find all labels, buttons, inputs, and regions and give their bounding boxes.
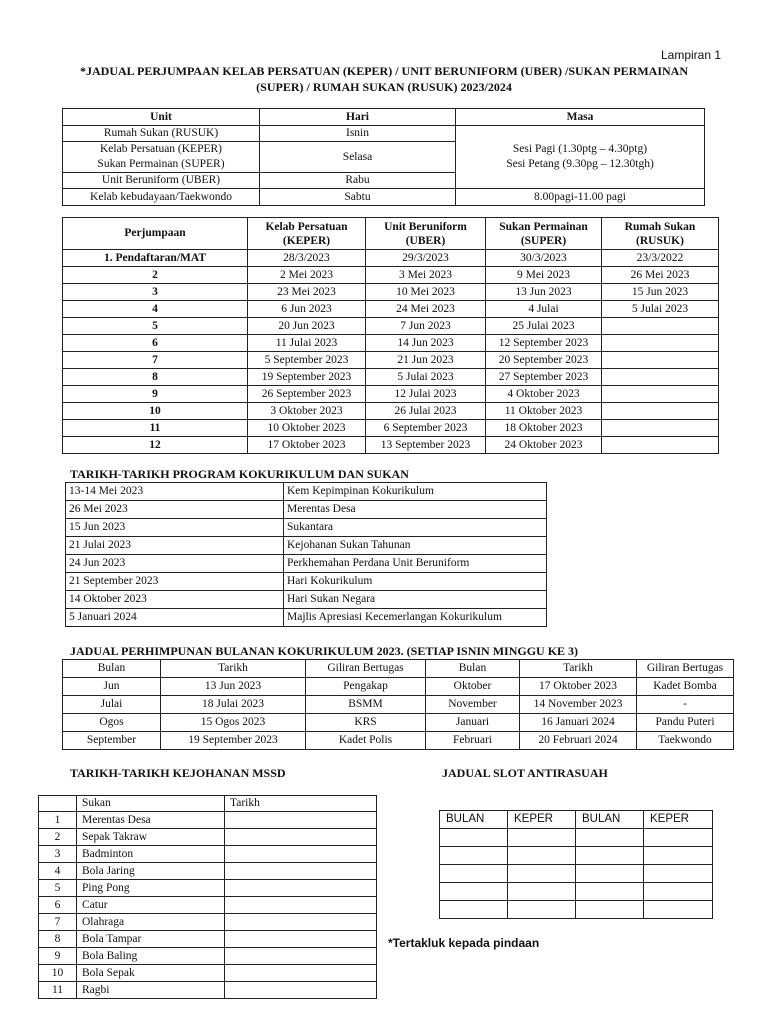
perjumpaan-cell: 5 xyxy=(63,318,248,335)
uber-cell: 14 Jun 2023 xyxy=(366,335,486,352)
program-event: Kem Kepimpinan Kokurikulum xyxy=(284,483,547,501)
super-cell: 11 Oktober 2023 xyxy=(486,403,602,420)
perhimpunan-cell: - xyxy=(637,696,734,714)
perhimpunan-header: Tarikh xyxy=(520,660,637,678)
mssd-date xyxy=(225,863,377,880)
keper-cell: 23 Mei 2023 xyxy=(248,284,366,301)
mssd-date xyxy=(225,948,377,965)
keper-cell: 3 Oktober 2023 xyxy=(248,403,366,420)
uber-cell: 10 Mei 2023 xyxy=(366,284,486,301)
keper-cell: 10 Oktober 2023 xyxy=(248,420,366,437)
keper-cell: 2 Mei 2023 xyxy=(248,267,366,284)
antirasuah-cell xyxy=(644,883,713,901)
unit-header: Unit xyxy=(63,109,260,126)
mssd-sport: Bola Jaring xyxy=(77,863,225,880)
perhimpunan-heading: JADUAL PERHIMPUNAN BULANAN KOKURIKULUM 2023. (SETIAP ISNIN MINGGU KE 3) xyxy=(70,644,579,658)
perjumpaan-table xyxy=(62,217,719,454)
table-row xyxy=(66,555,547,573)
perjumpaan-cell: 12 xyxy=(63,437,248,454)
super-cell: 27 September 2023 xyxy=(486,369,602,386)
super-cell: 12 September 2023 xyxy=(486,335,602,352)
lampiran-label: Lampiran 1 xyxy=(661,48,722,62)
perhimpunan-cell: Oktober xyxy=(426,678,520,696)
table-row xyxy=(39,812,377,829)
rusuk-cell xyxy=(602,369,719,386)
program-date: 21 September 2023 xyxy=(66,573,284,591)
perjumpaan-cell: 9 xyxy=(63,386,248,403)
table-row xyxy=(63,267,719,284)
program-event: Sukantara xyxy=(284,519,547,537)
perhimpunan-cell: Pandu Puteri xyxy=(637,714,734,732)
perhimpunan-cell: Kadet Bomba xyxy=(637,678,734,696)
mssd-number: 10 xyxy=(39,965,77,982)
perhimpunan-cell: 16 Januari 2024 xyxy=(520,714,637,732)
program-date: 15 Jun 2023 xyxy=(66,519,284,537)
unit-schedule-table xyxy=(62,108,705,206)
rusuk-cell: 5 Julai 2023 xyxy=(602,301,719,318)
hari-header: Hari xyxy=(260,109,456,126)
antirasuah-table xyxy=(439,810,713,919)
super-cell: 30/3/2023 xyxy=(486,250,602,267)
table-row xyxy=(63,714,734,732)
super-cell: 4 Oktober 2023 xyxy=(486,386,602,403)
antirasuah-cell xyxy=(644,901,713,919)
antirasuah-cell xyxy=(440,901,508,919)
antirasuah-cell xyxy=(440,883,508,901)
mssd-header: Tarikh xyxy=(225,796,377,812)
antirasuah-cell xyxy=(508,847,576,865)
antirasuah-header: BULAN xyxy=(576,811,644,829)
super-header xyxy=(486,218,602,250)
header-line: Rumah Sukan xyxy=(624,220,696,233)
masa-sesi-cell xyxy=(456,126,705,189)
antirasuah-cell xyxy=(576,829,644,847)
table-row xyxy=(63,696,734,714)
perhimpunan-cell: Februari xyxy=(426,732,520,750)
uber-cell: 26 Julai 2023 xyxy=(366,403,486,420)
mssd-number: 6 xyxy=(39,897,77,914)
program-event: Perkhemahan Perdana Unit Beruniform xyxy=(284,555,547,573)
header-line: (KEPER) xyxy=(282,234,331,247)
mssd-sport: Badminton xyxy=(77,846,225,863)
perhimpunan-cell: Pengakap xyxy=(306,678,426,696)
mssd-sport: Merentas Desa xyxy=(77,812,225,829)
table-row xyxy=(66,609,547,627)
uber-cell: 21 Jun 2023 xyxy=(366,352,486,369)
program-table xyxy=(65,482,547,627)
perjumpaan-cell: 11 xyxy=(63,420,248,437)
mssd-date xyxy=(225,914,377,931)
mssd-sport: Bola Sepak xyxy=(77,965,225,982)
mssd-header xyxy=(39,796,77,812)
mssd-number: 11 xyxy=(39,982,77,999)
antirasuah-header: KEPER xyxy=(644,811,713,829)
super-cell: 24 Oktober 2023 xyxy=(486,437,602,454)
uber-cell: 7 Jun 2023 xyxy=(366,318,486,335)
header-row xyxy=(440,811,713,829)
table-row xyxy=(39,982,377,999)
mssd-date xyxy=(225,897,377,914)
table-row xyxy=(66,591,547,609)
table-row xyxy=(440,865,713,883)
masa-sesi-pagi: Sesi Pagi (1.30ptg – 4.30ptg) xyxy=(512,143,648,155)
mssd-date xyxy=(225,880,377,897)
mssd-number: 3 xyxy=(39,846,77,863)
program-date: 21 Julai 2023 xyxy=(66,537,284,555)
perhimpunan-header: Giliran Bertugas xyxy=(306,660,426,678)
perhimpunan-cell: Januari xyxy=(426,714,520,732)
table-row xyxy=(63,386,719,403)
program-event: Kejohanan Sukan Tahunan xyxy=(284,537,547,555)
perhimpunan-header: Bulan xyxy=(426,660,520,678)
masa-sabtu-cell: 8.00pagi-11.00 pagi xyxy=(456,189,705,206)
unit-cell: Rumah Sukan (RUSUK) xyxy=(63,126,260,142)
table-row xyxy=(63,437,719,454)
super-cell: 13 Jun 2023 xyxy=(486,284,602,301)
header-row xyxy=(63,660,734,678)
table-row xyxy=(440,847,713,865)
rusuk-header xyxy=(602,218,719,250)
keper-cell: 26 September 2023 xyxy=(248,386,366,403)
perhimpunan-cell: Julai xyxy=(63,696,161,714)
antirasuah-cell xyxy=(644,865,713,883)
table-row xyxy=(63,403,719,420)
uber-cell: 3 Mei 2023 xyxy=(366,267,486,284)
super-cell: 9 Mei 2023 xyxy=(486,267,602,284)
perhimpunan-cell: Jun xyxy=(63,678,161,696)
table-row xyxy=(63,678,734,696)
unit-cell xyxy=(63,142,260,173)
mssd-number: 8 xyxy=(39,931,77,948)
mssd-date xyxy=(225,931,377,948)
mssd-number: 9 xyxy=(39,948,77,965)
antirasuah-header: BULAN xyxy=(440,811,508,829)
rusuk-cell xyxy=(602,437,719,454)
table-row xyxy=(66,483,547,501)
perhimpunan-cell: 17 Oktober 2023 xyxy=(520,678,637,696)
masa-sesi-petang: Sesi Petang (9.30pg – 12.30tgh) xyxy=(506,158,654,170)
page-title-line2: (SUPER) / RUMAH SUKAN (RUSUK) 2023/2024 xyxy=(256,80,512,94)
table-row xyxy=(39,948,377,965)
mssd-sport: Catur xyxy=(77,897,225,914)
perjumpaan-cell: 3 xyxy=(63,284,248,301)
mssd-number: 5 xyxy=(39,880,77,897)
program-event: Merentas Desa xyxy=(284,501,547,519)
uber-cell: 13 September 2023 xyxy=(366,437,486,454)
perhimpunan-cell: Ogos xyxy=(63,714,161,732)
antirasuah-cell xyxy=(508,901,576,919)
unit-cell: Unit Beruniform (UBER) xyxy=(63,173,260,189)
page-title-line1: *JADUAL PERJUMPAAN KELAB PERSATUAN (KEPER) / UNIT BERUNIFORM (UBER) /SUKAN PERMAINAN xyxy=(79,64,688,78)
perjumpaan-cell: 1. Pendaftaran/MAT xyxy=(63,250,248,267)
rusuk-cell: 26 Mei 2023 xyxy=(602,267,719,284)
mssd-date xyxy=(225,829,377,846)
perjumpaan-cell: 2 xyxy=(63,267,248,284)
keper-header xyxy=(248,218,366,250)
hari-cell: Sabtu xyxy=(260,189,456,206)
header-line: (RUSUK) xyxy=(636,234,684,247)
table-row xyxy=(63,250,719,267)
mssd-number: 2 xyxy=(39,829,77,846)
antirasuah-cell xyxy=(644,829,713,847)
perjumpaan-cell: 7 xyxy=(63,352,248,369)
hari-cell: Isnin xyxy=(260,126,456,142)
perhimpunan-cell: November xyxy=(426,696,520,714)
perjumpaan-cell: 10 xyxy=(63,403,248,420)
rusuk-cell xyxy=(602,403,719,420)
program-date: 13-14 Mei 2023 xyxy=(66,483,284,501)
super-cell: 25 Julai 2023 xyxy=(486,318,602,335)
program-date: 5 Januari 2024 xyxy=(66,609,284,627)
perhimpunan-header: Bulan xyxy=(63,660,161,678)
program-date: 26 Mei 2023 xyxy=(66,501,284,519)
perhimpunan-cell: 19 September 2023 xyxy=(161,732,306,750)
program-heading: TARIKH-TARIKH PROGRAM KOKURIKULUM DAN SUKAN xyxy=(70,467,409,481)
keper-cell: 19 September 2023 xyxy=(248,369,366,386)
antirasuah-heading: JADUAL SLOT ANTIRASUAH xyxy=(442,766,608,780)
uber-cell: 6 September 2023 xyxy=(366,420,486,437)
program-event: Hari Kokurikulum xyxy=(284,573,547,591)
table-row xyxy=(63,335,719,352)
super-cell: 20 September 2023 xyxy=(486,352,602,369)
table-row xyxy=(39,863,377,880)
header-line: Sukan Permainan xyxy=(499,220,588,233)
perhimpunan-cell: 15 Ogos 2023 xyxy=(161,714,306,732)
table-row xyxy=(440,901,713,919)
perhimpunan-table xyxy=(62,659,734,750)
table-row xyxy=(39,846,377,863)
mssd-sport: Ragbi xyxy=(77,982,225,999)
antirasuah-cell xyxy=(576,901,644,919)
unit-cell: Kelab kebudayaan/Taekwondo xyxy=(63,189,260,206)
antirasuah-cell xyxy=(576,865,644,883)
program-event: Hari Sukan Negara xyxy=(284,591,547,609)
table-row xyxy=(63,318,719,335)
table-row xyxy=(63,369,719,386)
keper-cell: 28/3/2023 xyxy=(248,250,366,267)
table-row xyxy=(63,284,719,301)
mssd-header: Sukan xyxy=(77,796,225,812)
super-cell: 18 Oktober 2023 xyxy=(486,420,602,437)
uber-cell: 29/3/2023 xyxy=(366,250,486,267)
perhimpunan-cell: KRS xyxy=(306,714,426,732)
uber-cell: 24 Mei 2023 xyxy=(366,301,486,318)
antirasuah-cell xyxy=(576,883,644,901)
perjumpaan-cell: 6 xyxy=(63,335,248,352)
header-line: (SUPER) xyxy=(520,234,567,247)
table-row xyxy=(440,883,713,901)
table-row xyxy=(66,573,547,591)
table-row xyxy=(63,352,719,369)
perjumpaan-cell: 4 xyxy=(63,301,248,318)
antirasuah-cell xyxy=(508,829,576,847)
rusuk-cell: 23/3/2022 xyxy=(602,250,719,267)
uber-header xyxy=(366,218,486,250)
antirasuah-cell xyxy=(440,865,508,883)
masa-header: Masa xyxy=(456,109,705,126)
keper-cell: 11 Julai 2023 xyxy=(248,335,366,352)
table-row xyxy=(39,880,377,897)
program-event: Majlis Apresiasi Kecemerlangan Kokurikulum xyxy=(284,609,547,627)
antirasuah-cell xyxy=(440,829,508,847)
antirasuah-cell xyxy=(508,883,576,901)
table-row xyxy=(39,897,377,914)
table-row xyxy=(440,829,713,847)
table-row xyxy=(39,931,377,948)
keper-cell: 20 Jun 2023 xyxy=(248,318,366,335)
table-row xyxy=(39,965,377,982)
table-row xyxy=(39,829,377,846)
table-row xyxy=(63,732,734,750)
uber-cell: 5 Julai 2023 xyxy=(366,369,486,386)
unit-keper: Kelab Persatuan (KEPER) xyxy=(100,143,222,155)
header-row xyxy=(39,796,377,812)
perhimpunan-header: Tarikh xyxy=(161,660,306,678)
keper-cell: 17 Oktober 2023 xyxy=(248,437,366,454)
program-date: 24 Jun 2023 xyxy=(66,555,284,573)
uber-cell: 12 Julai 2023 xyxy=(366,386,486,403)
antirasuah-cell xyxy=(440,847,508,865)
mssd-date xyxy=(225,982,377,999)
mssd-sport: Sepak Takraw xyxy=(77,829,225,846)
header-line: Unit Beruniform xyxy=(384,220,467,233)
rusuk-cell xyxy=(602,318,719,335)
perhimpunan-cell: September xyxy=(63,732,161,750)
rusuk-cell xyxy=(602,386,719,403)
table-row xyxy=(66,537,547,555)
mssd-number: 4 xyxy=(39,863,77,880)
mssd-sport: Ping Pong xyxy=(77,880,225,897)
table-row xyxy=(63,420,719,437)
rusuk-cell: 15 Jun 2023 xyxy=(602,284,719,301)
mssd-date xyxy=(225,965,377,982)
header-line: Kelab Persatuan xyxy=(265,220,348,233)
antirasuah-cell xyxy=(644,847,713,865)
mssd-heading: TARIKH-TARIKH KEJOHANAN MSSD xyxy=(70,766,286,780)
hari-cell: Rabu xyxy=(260,173,456,189)
header-line: (UBER) xyxy=(405,234,446,247)
rusuk-cell xyxy=(602,352,719,369)
keper-cell: 5 September 2023 xyxy=(248,352,366,369)
perhimpunan-cell: BSMM xyxy=(306,696,426,714)
table-row xyxy=(39,914,377,931)
perhimpunan-header: Giliran Bertugas xyxy=(637,660,734,678)
program-date: 14 Oktober 2023 xyxy=(66,591,284,609)
perhimpunan-cell: Kadet Polis xyxy=(306,732,426,750)
mssd-table xyxy=(38,795,377,999)
perhimpunan-cell: 13 Jun 2023 xyxy=(161,678,306,696)
pindaan-note: *Tertakluk kepada pindaan xyxy=(388,936,540,950)
mssd-number: 7 xyxy=(39,914,77,931)
antirasuah-header: KEPER xyxy=(508,811,576,829)
super-cell: 4 Julai xyxy=(486,301,602,318)
hari-cell: Selasa xyxy=(260,142,456,173)
perhimpunan-cell: 18 Julai 2023 xyxy=(161,696,306,714)
rusuk-cell xyxy=(602,420,719,437)
perhimpunan-cell: 14 November 2023 xyxy=(520,696,637,714)
perjumpaan-header: Perjumpaan xyxy=(63,218,248,250)
mssd-date xyxy=(225,846,377,863)
perhimpunan-cell: 20 Februari 2024 xyxy=(520,732,637,750)
mssd-date xyxy=(225,812,377,829)
keper-cell: 6 Jun 2023 xyxy=(248,301,366,318)
mssd-sport: Bola Baling xyxy=(77,948,225,965)
antirasuah-cell xyxy=(576,847,644,865)
table-row xyxy=(66,519,547,537)
antirasuah-cell xyxy=(508,865,576,883)
mssd-number: 1 xyxy=(39,812,77,829)
unit-super: Sukan Permainan (SUPER) xyxy=(97,158,225,170)
mssd-sport: Bola Tampar xyxy=(77,931,225,948)
perjumpaan-cell: 8 xyxy=(63,369,248,386)
table-row xyxy=(66,501,547,519)
mssd-sport: Olahraga xyxy=(77,914,225,931)
rusuk-cell xyxy=(602,335,719,352)
perhimpunan-cell: Taekwondo xyxy=(637,732,734,750)
table-row xyxy=(63,301,719,318)
